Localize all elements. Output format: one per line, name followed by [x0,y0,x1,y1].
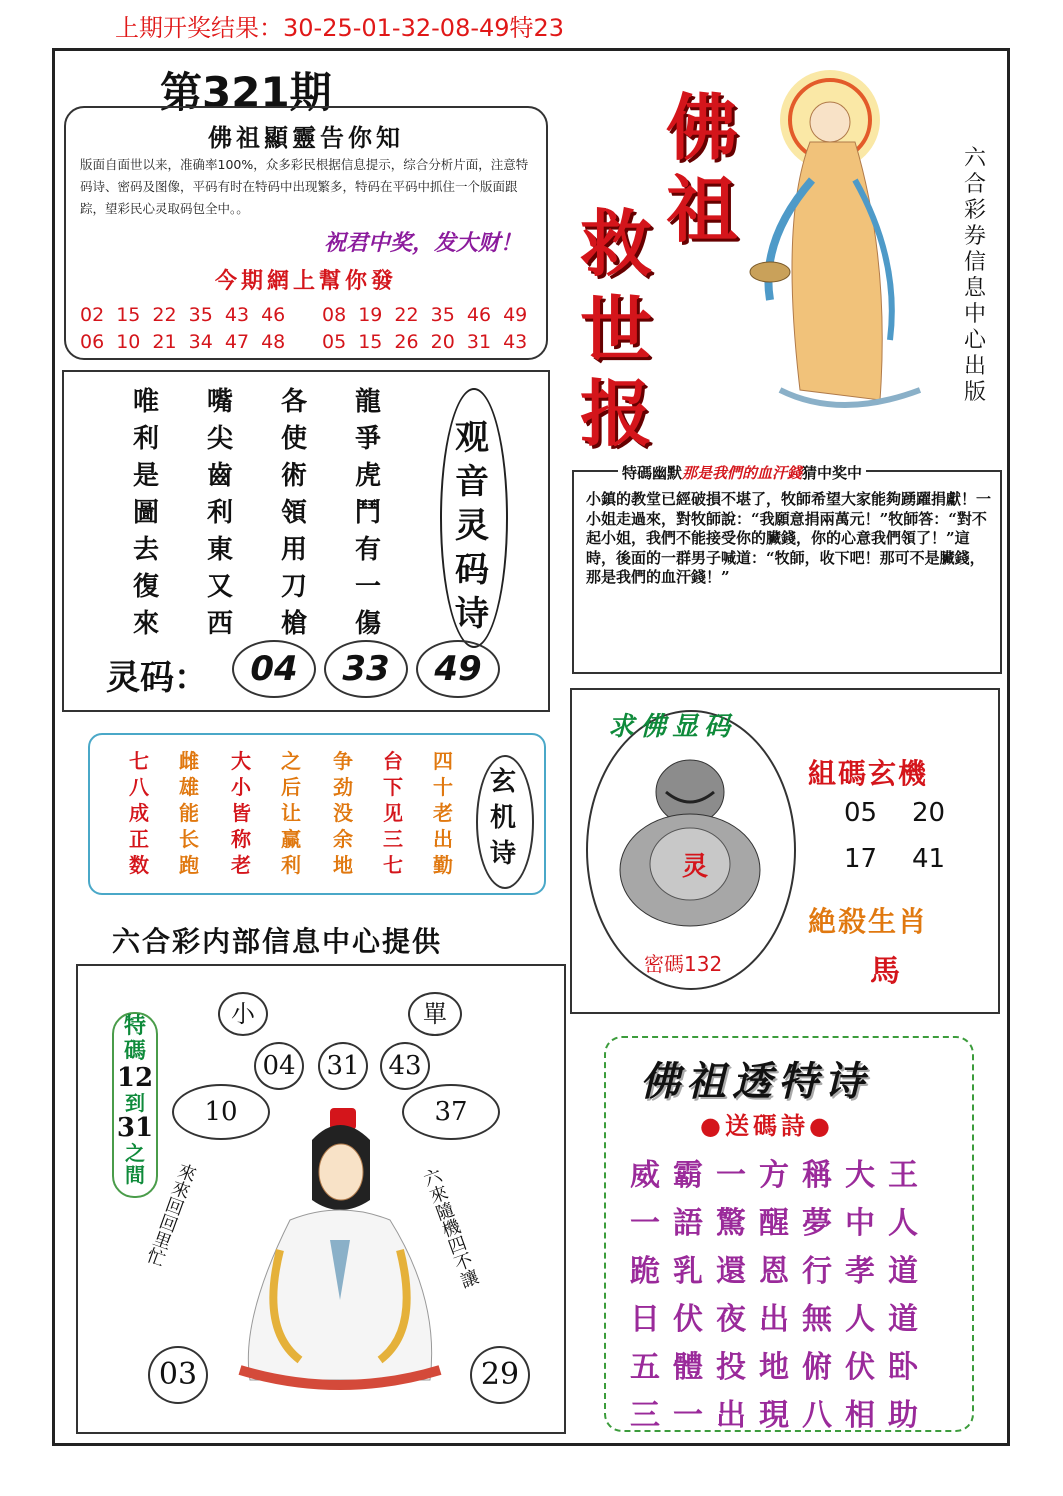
tesha-poem-row-2: 一語驚醒夢中人 [630,1206,931,1241]
zu-number-2: 20 [912,798,946,828]
right-number-oval: 37 [402,1084,500,1140]
poem-column-4: 龍 爭 虎 鬥 有 一 傷 [354,387,381,639]
previous-result: 上期开奖结果：30-25-01-32-08-49特23 [115,14,565,42]
notice-title: 佛祖顯靈告你知 [208,123,404,152]
numbers-row1-right: 08 19 22 35 46 49 [322,304,528,326]
poem-column-1: 唯 利 是 圖 去 復 來 [132,387,159,639]
tesha-poem-row-4: 日伏夜出無人道 [630,1302,931,1337]
zu-title: 組碼玄機 [808,757,929,790]
notice-wish: 祝君中奖，发大财！ [323,231,522,256]
poem-column-2: 嘴 尖 齒 利 東 又 西 [206,387,233,639]
xuanji-column-4: 之 后 让 赢 利 [281,749,301,877]
zu-number-3: 17 [844,844,878,874]
xuanji-column-7: 四 十 老 出 勤 [433,749,453,877]
left-vertical-text-area [130,1150,230,1310]
tesha-poem-subtitle: ●送碼詩● [700,1112,834,1140]
ling-number-2: 33 [324,640,408,698]
notice-subtitle: 今期網上幫你發 [214,268,397,294]
laughing-buddha-image [606,752,776,932]
top-number-3: 43 [380,1042,430,1090]
ling-number-1: 04 [232,640,316,698]
xuanji-column-3: 大 小 皆 称 老 [231,749,251,877]
right-vertical-text: 六來隨機四不讓 [418,1165,481,1291]
title-char-1: 佛 [666,85,739,170]
poem-label: 观 音 灵 码 诗 [455,418,489,634]
joke-title: 特碼幽默那是我們的血汗錢猜中奖中 [618,462,866,483]
xuanji-column-6: 台 下 见 三 七 [383,749,403,877]
xuanji-column-1: 七 八 成 正 数 [129,749,149,877]
buddha-title: 求佛显码 [608,712,737,742]
xuanji-label: 玄 机 诗 [489,767,516,869]
mima-code: 密碼132 [644,952,723,976]
title-char-2: 祖 [666,167,739,252]
xuanji-column-5: 争 劲 没 余 地 [333,749,353,877]
numbers-row2-left: 06 10 21 34 47 48 [80,331,286,353]
numbers-row1-left: 02 15 22 35 43 46 [80,304,286,326]
tema-range-box: 特 碼 12 到 31 之 間 [112,1012,158,1198]
tesha-poem-row-3: 跪乳還恩行孝道 [630,1254,931,1289]
tesha-poem-row-1: 威霸一方稱大王 [630,1158,931,1193]
tesha-poem-title: 佛祖透特诗 [640,1058,870,1105]
jue-title: 絶殺生肖 [808,905,929,938]
title-char-3: 救 [580,201,653,286]
guanyin-standing-image [740,60,950,430]
notice-box [64,106,548,360]
small-oval: 小 [218,992,268,1036]
top-number-2: 31 [318,1042,368,1090]
bottom-left-number: 03 [148,1346,208,1404]
poem-column-3: 各 使 術 領 用 刀 槍 [280,387,307,639]
tesha-poem-row-6: 三一出現八相助 [630,1398,931,1433]
zu-number-1: 05 [844,798,878,828]
left-vertical-text: 來來回回里忙 [142,1159,199,1269]
guanyin-seated-image [220,1100,460,1400]
numbers-row2-right: 05 15 26 20 31 43 [322,331,528,353]
title-char-5: 报 [580,371,653,456]
joke-title-highlight: 那是我們的血汗錢 [682,464,803,482]
provider-text: 六合彩内部信息中心提供 [112,925,443,958]
single-oval: 單 [408,992,462,1036]
joke-body: 小鎮的教堂已經破損不堪了，牧師希望大家能夠踴躍捐獻！一小姐走過來，對牧師說：“我願意捐兩萬元！”牧師答：“對不起小姐，我們不能接受你的臟錢，你的心意我們領了！”這時，後面的一群男子喊道：“牧師，收下吧！那可不是臟錢，那是我們的血汗錢！” [586,490,992,586]
notice-body: 版面自面世以来，准确率100%，众多彩民根据信息提示，综合分析片面，注意特码诗、密码及图像，平码有时在特码中出现繁多，特码在平码中抓住一个版面跟踪，望彩民心灵取码包全中。。 [80,157,529,216]
zodiac-kill: 馬 [870,954,900,989]
top-number-1: 04 [254,1042,304,1090]
left-number-oval: 10 [172,1084,270,1140]
ling-code-label: 灵码： [106,658,208,698]
title-char-4: 世 [580,287,653,372]
buddha-center-char: 灵 [682,852,709,882]
bottom-right-number: 29 [470,1346,530,1404]
ling-number-3: 49 [416,640,500,698]
issue-number: 第321期 [160,68,332,117]
xuanji-column-2: 雌 雄 能 长 跑 [179,749,199,877]
tesha-poem-row-5: 五體投地俯伏卧 [630,1350,931,1385]
zu-number-4: 41 [912,844,946,874]
publisher-note: 六合彩券信息中心出版 [963,146,986,405]
